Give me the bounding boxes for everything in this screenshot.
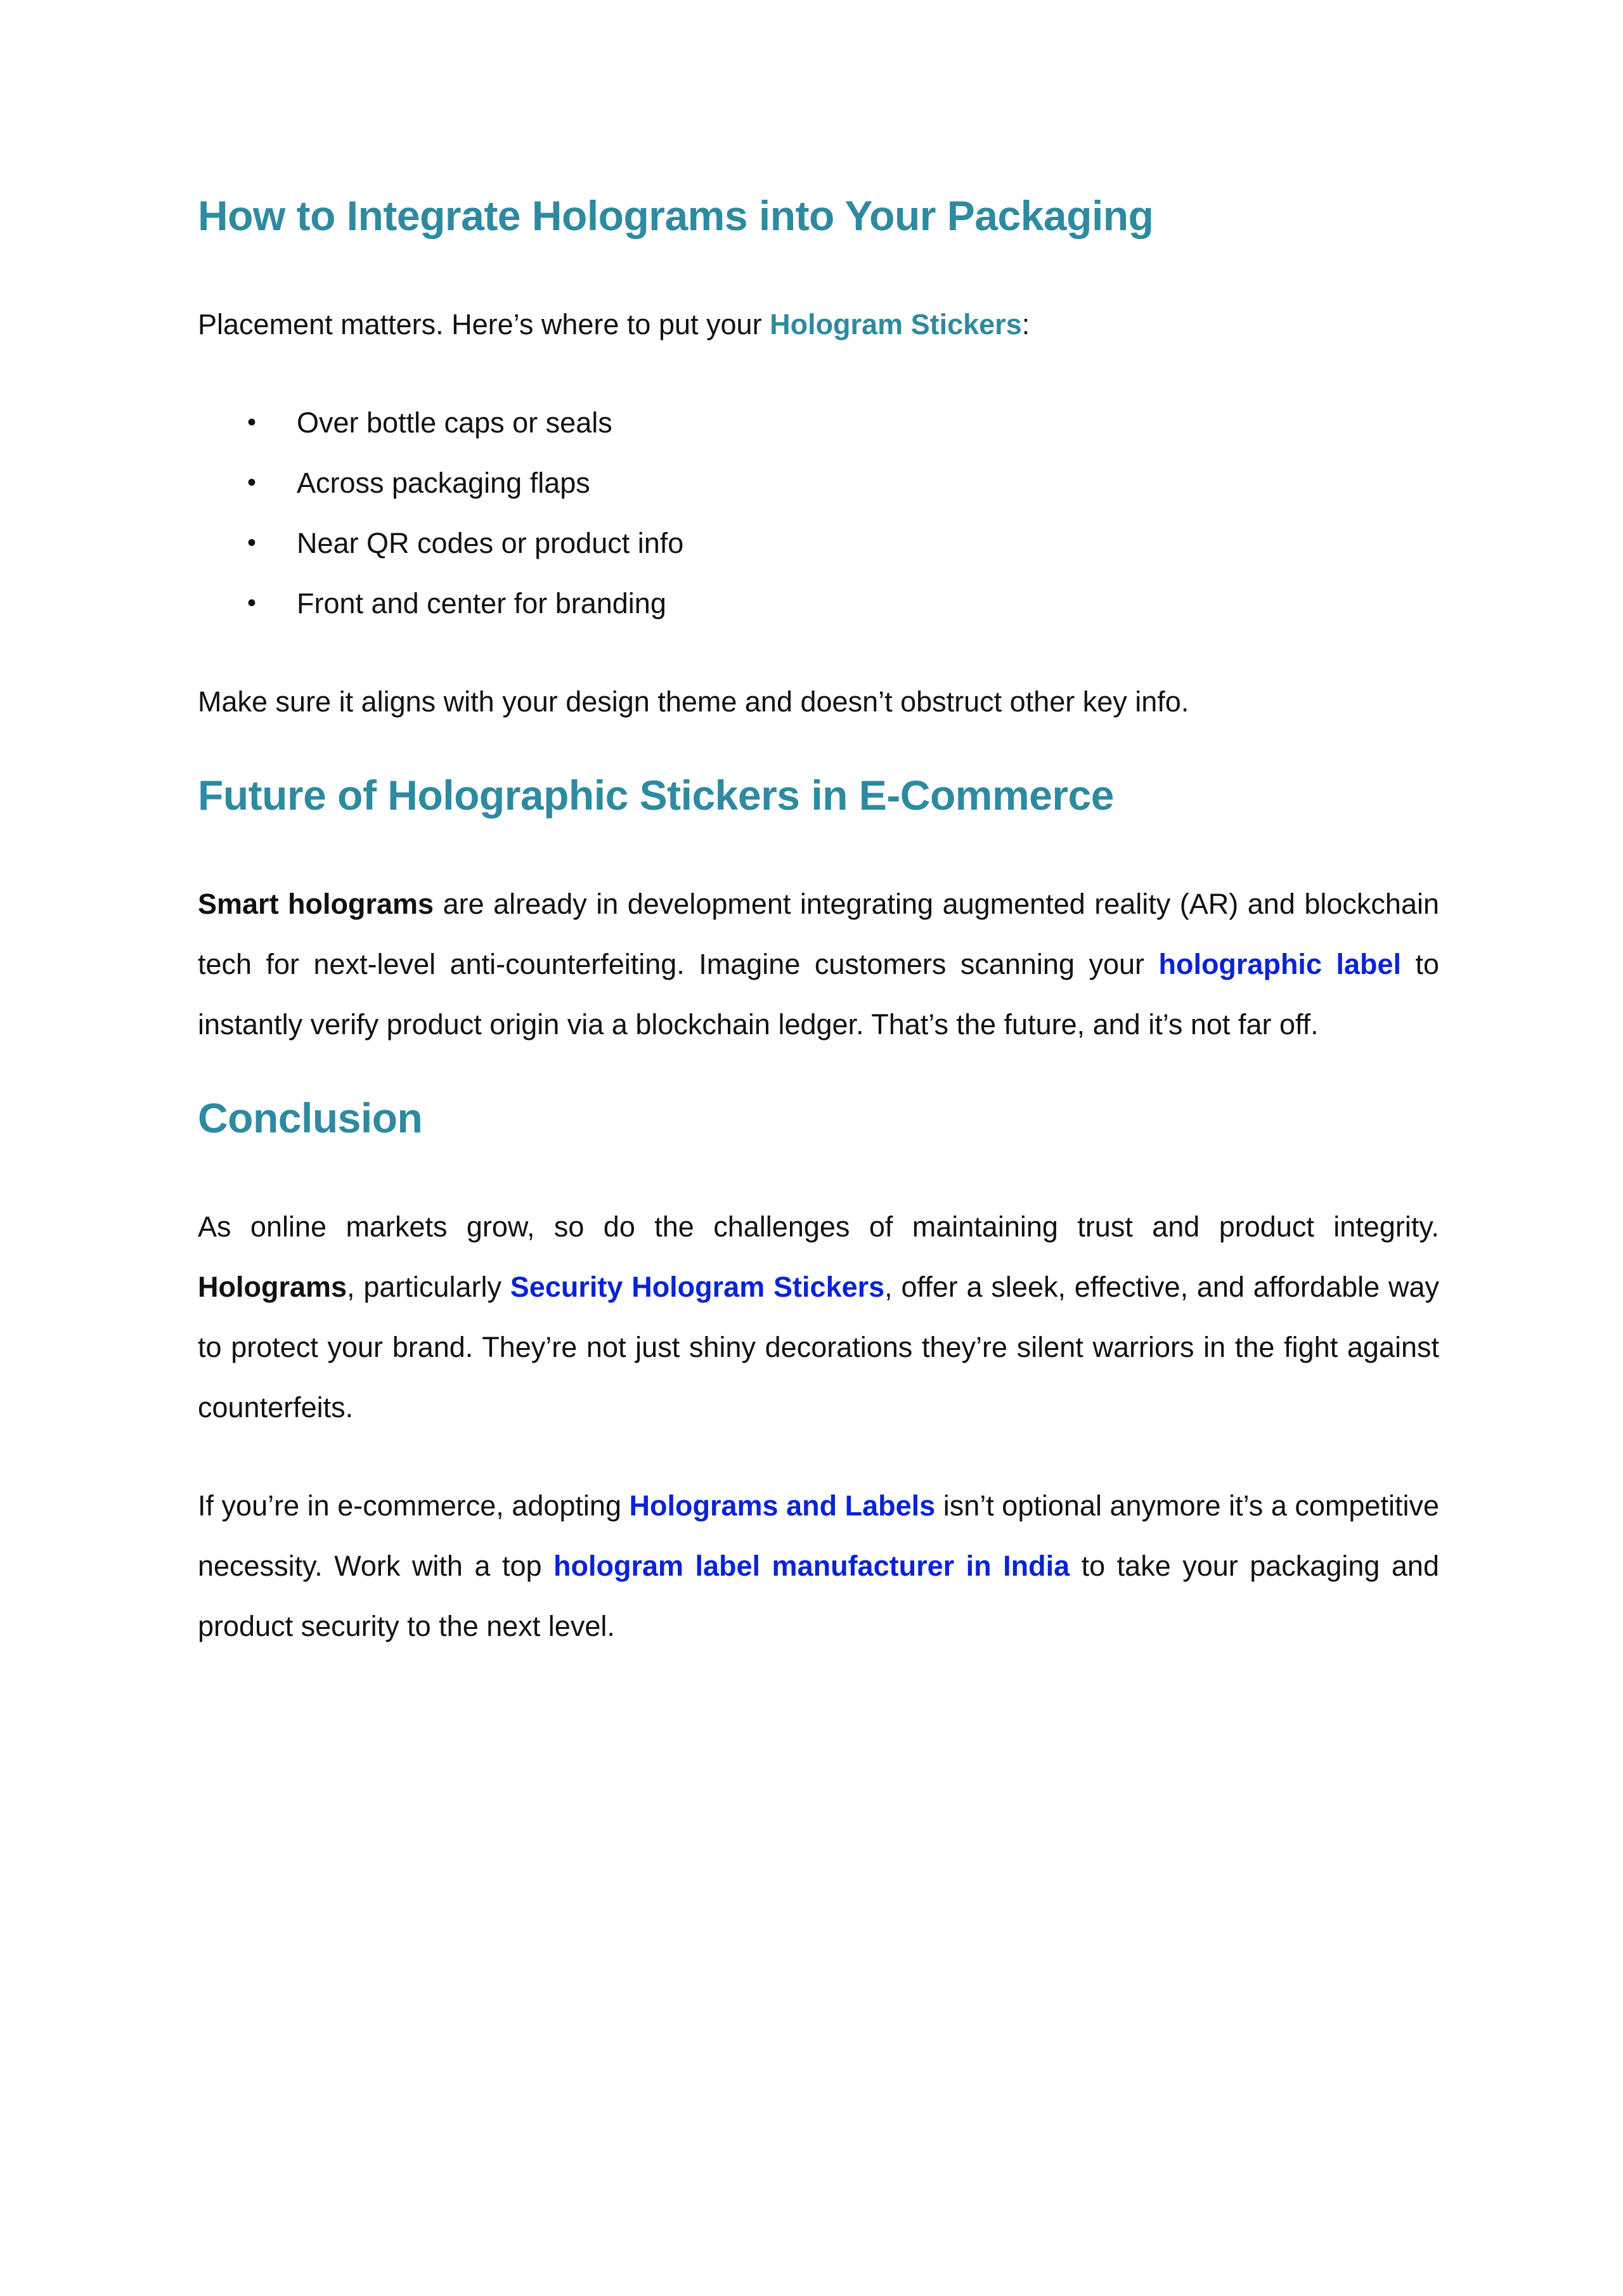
holographic-label-link[interactable]: holographic label [1158, 948, 1401, 980]
smart-holograms-paragraph [198, 874, 1439, 1054]
placement-bullet-list [198, 392, 1439, 633]
holograms-and-labels-link[interactable]: Holograms and Labels [629, 1489, 936, 1522]
list-item [198, 573, 1439, 633]
list-item-text: Near QR codes or product info [297, 527, 684, 559]
list-item [198, 513, 1439, 573]
paragraph-text: , offer a sleek, effective, and affordable way to protect your brand. They’re not just shiny decorations they’re silent warriors in the fight against counterfeits. [198, 1271, 1439, 1424]
bullet-icon: • [247, 408, 257, 436]
bullet-icon: • [247, 529, 257, 557]
paragraph-text: isn’t optional anymore it’s a competitive necessity. Work with a top [198, 1489, 1439, 1582]
hologram-label-manufacturer-link[interactable]: hologram label manufacturer in India [553, 1550, 1070, 1582]
conclusion-paragraph-1 [198, 1197, 1439, 1437]
conclusion-paragraph-2 [198, 1476, 1439, 1656]
paragraph-text: If you’re in e-commerce, adopting [198, 1489, 630, 1522]
paragraph-text: are already in development integrating augmented reality (AR) and blockchain tech for next-level anti-counterfeiting. Imagine customers scanning your [198, 888, 1439, 980]
intro-text: Placement matters. Here’s where to put your [198, 308, 770, 341]
bullet-icon: • [247, 589, 257, 617]
security-hologram-stickers-link[interactable]: Security Hologram Stickers [510, 1271, 885, 1303]
smart-holograms-bold: Smart holograms [198, 888, 434, 920]
list-item-text: Front and center for branding [297, 587, 666, 619]
list-item-text: Over bottle caps or seals [297, 406, 612, 439]
hologram-stickers-link[interactable]: Hologram Stickers [770, 308, 1022, 341]
paragraph-text: to instantly verify product origin via a blockchain ledger. That’s the future, and it’s not far off. [198, 948, 1439, 1041]
section-heading-conclusion: Conclusion [198, 1094, 423, 1141]
list-item-text: Across packaging flaps [297, 467, 590, 499]
design-theme-paragraph: Make sure it aligns with your design theme and doesn’t obstruct other key info. [198, 685, 1189, 718]
bullet-icon: • [247, 469, 257, 496]
paragraph-text: As online markets grow, so do the challenges of maintaining trust and product integrity. [198, 1210, 1439, 1243]
list-item [198, 392, 1439, 453]
section-heading-integrate: How to Integrate Holograms into Your Packaging [198, 192, 1154, 239]
list-item [198, 453, 1439, 513]
intro-colon: : [1021, 308, 1030, 341]
document-content [198, 190, 1439, 1656]
placement-intro-paragraph [198, 294, 1439, 354]
paragraph-text: , particularly [347, 1271, 510, 1303]
section-heading-future: Future of Holographic Stickers in E-Commerce [198, 772, 1114, 819]
holograms-bold: Holograms [198, 1271, 347, 1303]
paragraph-text: to take your packaging and product security to the next level. [198, 1550, 1439, 1642]
